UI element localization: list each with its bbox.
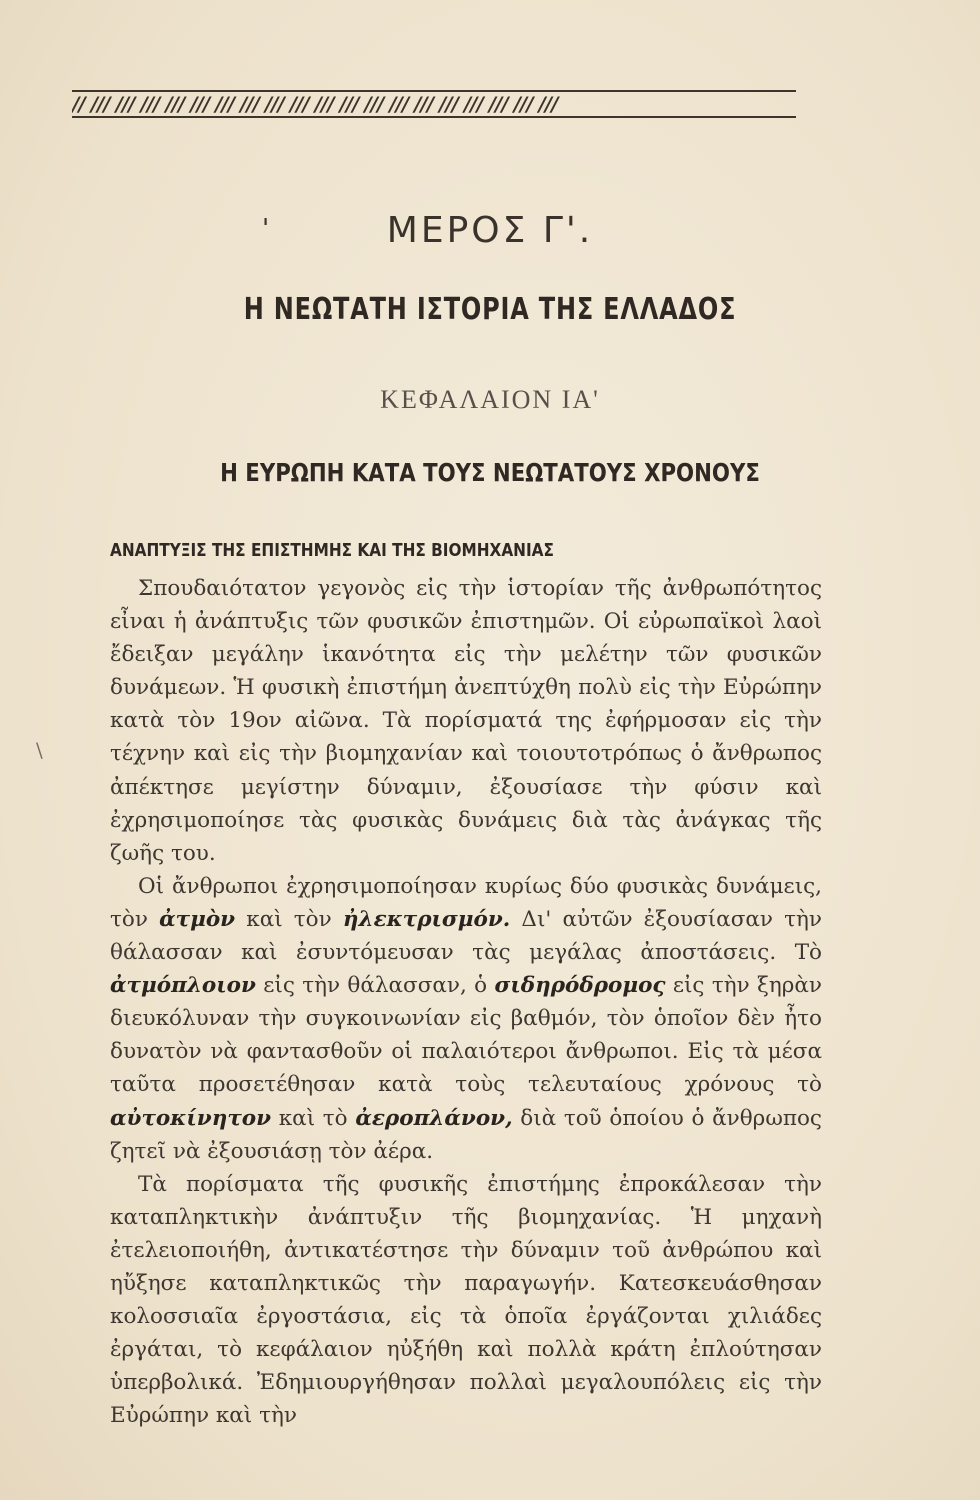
section-title: ΑΝΑΠΤΥΞΙΣ ΤΗΣ ΕΠΙΣΤΗΜΗΣ ΚΑΙ ΤΗΣ ΒΙΟΜΗΧΑΝΙΑΣ (110, 540, 554, 561)
p2-text-2: καὶ τὸν (246, 906, 332, 932)
paragraph-1: Σπουδαιότατον γεγονὸς εἰς τὴν ἱστορίαν τῆς ἀνθρωπότητος εἶναι ἡ ἀνάπτυξις τῶν φυσικῶν ἐπιστημῶν. Οἱ εὐρωπαϊκοὶ λαοὶ ἔδειξαν μεγάλην ἱκανότητα εἰς τὴν μελέτην τῶν φυσικῶν δυνάμεων. Ἡ φυσικὴ ἐπιστήμη ἀνεπτύχθη πολὺ εἰς τὴν Εὐρώπην κατὰ τὸν 19ον αἰῶνα. Τὰ πορίσματά της ἐφήρμοσαν εἰς τὴν τέχνην καὶ εἰς τὴν βιομηχανίαν καὶ τοιουτοτρόπως ὁ ἄνθρωπος ἀπέκτησε μεγίστην δύναμιν, ἐξουσίασε τὴν φύσιν καὶ ἐχρησιμοποίησε τὰς φυσικὰς δυνάμεις διὰ τὰς ἀνάγκας τῆς ζωῆς του. (110, 576, 822, 866)
chapter-title: Η ΕΥΡΩΠΗ ΚΑΤΑ ΤΟΥΣ ΝΕΩΤΑΤΟΥΣ ΧΡΟΝΟΥΣ (220, 458, 760, 487)
keyword-airplane: ἀεροπλάνον, (355, 1105, 513, 1131)
main-title: Η ΝΕΩΤΑΤΗ ΙΣΤΟΡΙΑ ΤΗΣ ΕΛΛΑΔΟΣ (243, 292, 737, 327)
p2-text-6: καὶ τὸ (278, 1105, 348, 1131)
ornament-bottom-rule (72, 116, 796, 118)
keyword-automobile: αὐτοκίνητον (110, 1105, 272, 1131)
body-text (110, 572, 822, 1432)
paragraph-2 (110, 870, 822, 1168)
decorative-header-border (72, 72, 796, 120)
keyword-steamship: ἀτμόπλοιον (110, 973, 256, 999)
p2-text-3: Δι' αὐτῶν ἐξουσίασαν τὴν θάλασσαν καὶ ἐσυντόμευσαν τὰς μεγάλας ἀποστάσεις. Τὸ (110, 906, 822, 966)
ornament-pattern: // /// /// /// /// /// /// /// /// /// /// /// /// /// /// /// /// /// /// /// (72, 92, 558, 116)
stray-mark: ' (262, 214, 270, 244)
keyword-railway: σιδηρόδρομος (494, 973, 666, 999)
paragraph-3: Τὰ πορίσματα τῆς φυσικῆς ἐπιστήμης ἐπροκάλεσαν τὴν καταπληκτικὴν ἀνάπτυξιν τῆς βιομηχανίας. Ἡ μηχανὴ ἐτελειοποιήθη, ἀντικατέστησε τὴν δύναμιν τοῦ ἀνθρώπου καὶ ηὔξησε καταπληκτικῶς τὴν παραγωγήν. Κατεσκευάσθησαν κολοσσιαῖα ἐργοστάσια, εἰς τὰ ὁποῖα ἐργάζονται χιλιάδες ἐργάται, τὸ κεφάλαιον ηὐξήθη καὶ πολλὰ κράτη ἐπλούτησαν ὑπερβολικά. Ἐδημιουργήθησαν πολλαὶ μεγαλουπόλεις εἰς τὴν Εὐρώπην καὶ τὴν (110, 1171, 822, 1429)
keyword-steam: ἀτμὸν (159, 906, 236, 932)
keyword-electricity: ἠλεκτρισμόν. (342, 906, 511, 932)
p2-text-4: εἰς τὴν θάλασσαν, ὁ (263, 973, 488, 999)
p2-text-1: Οἱ ἄνθρωποι ἐχρησιμοποίησαν κυρίως δύο φυσικὰς δυνάμεις, τὸν (110, 873, 822, 932)
p2-text-7: διὰ τοῦ ὁποίου ὁ ἄνθρωπος ζητεῖ νὰ ἐξουσιάσῃ τὸν ἀέρα. (110, 1105, 822, 1164)
p2-text-5: εἰς τὴν ξηρὰν διευκόλυναν τὴν συγκοινωνίαν εἰς βαθμόν, τὸν ὁποῖον δὲν ἦτο δυνατὸν νὰ φαντασθοῦν οἱ παλαιότεροι ἄνθρωποι. Εἰς τὰ μέσα ταῦτα προσετέθησαν κατὰ τοὺς τελευταίους χρόνους τὸ (110, 973, 822, 1098)
margin-mark: \ (36, 738, 43, 762)
chapter-number: ΚΕΦΑΛΑΙΟΝ ΙΑ' (380, 385, 600, 414)
part-title: ΜΕΡΟΣ Γ'. (386, 210, 594, 251)
